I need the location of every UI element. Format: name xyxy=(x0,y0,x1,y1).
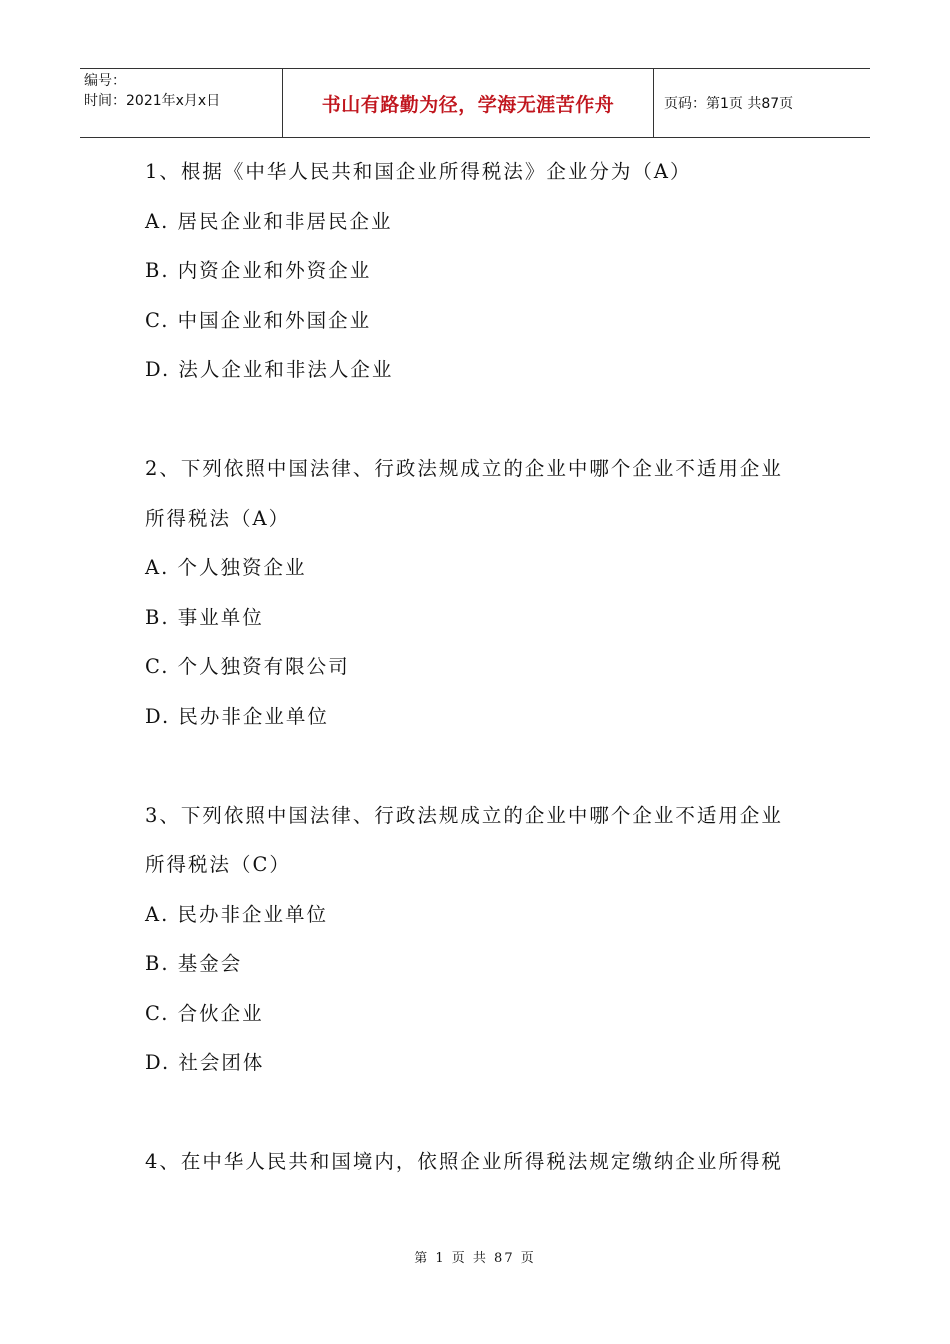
option-d: D. 法人企业和非法人企业 xyxy=(145,358,394,381)
option-a: A. 民办非企业单位 xyxy=(145,902,328,926)
option-c: C. 个人独资有限公司 xyxy=(145,655,350,678)
question-1 xyxy=(145,160,825,382)
time-label: 时间：2021年x月x日 xyxy=(84,93,221,109)
document-header xyxy=(80,68,870,138)
question-1-text: 1、根据《中华人民共和国企业所得税法》企业分为（A） xyxy=(145,160,692,183)
question-3 xyxy=(145,804,825,1076)
question-2-text: 2、下列依照中国法律、行政法规成立的企业中哪个企业不适用企业 xyxy=(145,457,783,480)
option-b: B. 基金会 xyxy=(145,952,243,975)
option-a: A. 居民企业和非居民企业 xyxy=(145,209,393,233)
option-d: D. 社会团体 xyxy=(145,1051,265,1074)
option-d: D. 民办非企业单位 xyxy=(145,704,329,728)
header-page-info: 页码：第1页 共87页 xyxy=(664,96,794,112)
header-meta xyxy=(80,69,282,137)
question-3-text-cont: 所得税法（C） xyxy=(145,853,291,876)
option-c: C. 合伙企业 xyxy=(145,1001,264,1025)
question-list xyxy=(145,160,825,1174)
number-label: 编号： xyxy=(84,73,126,89)
question-2 xyxy=(145,457,825,729)
option-a: A. 个人独资企业 xyxy=(145,556,307,579)
question-2-text-cont: 所得税法（A） xyxy=(145,506,291,530)
option-b: B. 内资企业和外资企业 xyxy=(145,259,372,282)
question-3-text: 3、下列依照中国法律、行政法规成立的企业中哪个企业不适用企业 xyxy=(145,803,783,827)
question-4-text: 4、在中华人民共和国境内，依照企业所得税法规定缴纳企业所得税 xyxy=(145,1150,783,1173)
header-motto: 书山有路勤为径，学海无涯苦作舟 xyxy=(282,69,654,137)
option-b: B. 事业单位 xyxy=(145,605,264,629)
question-4 xyxy=(145,1150,825,1174)
option-c: C. 中国企业和外国企业 xyxy=(145,308,372,332)
page-footer: 第 1 页 共 87 页 xyxy=(414,1251,536,1266)
